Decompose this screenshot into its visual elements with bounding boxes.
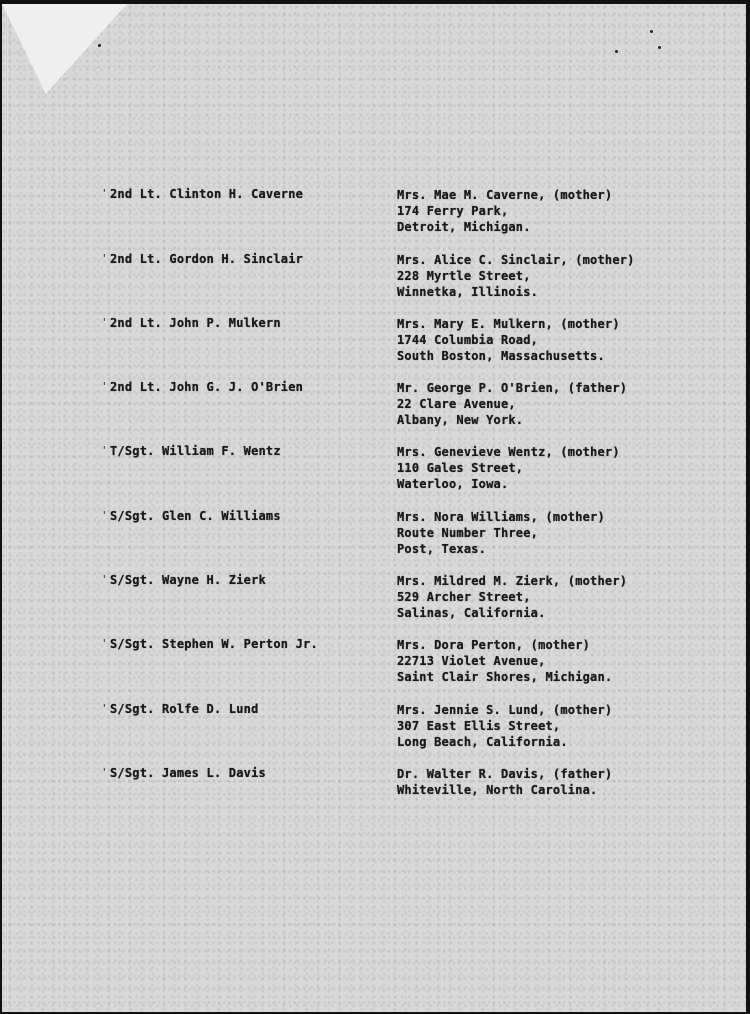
serviceman-name: 2nd Lt. Gordon H. Sinclair [110, 252, 304, 266]
next-of-kin-address [397, 187, 612, 235]
serviceman-name: S/Sgt. James L. Davis [110, 766, 266, 780]
check-mark: ' [101, 766, 108, 779]
serviceman-name: S/Sgt. Wayne H. Zierk [110, 573, 266, 587]
check-mark: ' [101, 380, 108, 393]
kin-line: Long Beach, California. [397, 735, 568, 749]
check-mark: ' [101, 444, 108, 457]
kin-line: Mrs. Alice C. Sinclair, (mother) [397, 253, 635, 267]
serviceman-name: 2nd Lt. John P. Mulkern [110, 316, 281, 330]
check-mark: ' [101, 702, 108, 715]
next-of-kin-address [397, 444, 620, 492]
kin-line: 529 Archer Street, [397, 590, 531, 604]
folded-corner [2, 4, 127, 94]
next-of-kin-address [397, 573, 627, 621]
kin-line: Whiteville, North Carolina. [397, 783, 598, 797]
check-mark: ' [101, 187, 108, 200]
check-mark: ' [101, 252, 108, 265]
serviceman-name: S/Sgt. Rolfe D. Lund [110, 702, 259, 716]
kin-line: Mrs. Genevieve Wentz, (mother) [397, 445, 620, 459]
next-of-kin-address [397, 316, 620, 364]
kin-line: 174 Ferry Park, [397, 204, 509, 218]
check-mark: ' [101, 509, 108, 522]
check-mark: ' [101, 316, 108, 329]
serviceman-name: 2nd Lt. Clinton H. Caverne [110, 187, 304, 201]
kin-line: 307 East Ellis Street, [397, 719, 561, 733]
scan-speck [98, 44, 101, 47]
kin-line: 22713 Violet Avenue, [397, 654, 546, 668]
scan-speck [650, 30, 653, 33]
kin-line: Mrs. Nora Williams, (mother) [397, 510, 605, 524]
kin-line: Winnetka, Illinois. [397, 285, 539, 299]
kin-line: Detroit, Michigan. [397, 220, 531, 234]
document-page [2, 4, 746, 1012]
kin-line: Waterloo, Iowa. [397, 477, 509, 491]
serviceman-name: S/Sgt. Glen C. Williams [110, 509, 281, 523]
kin-line: Salinas, California. [397, 606, 546, 620]
kin-line: Mrs. Mae M. Caverne, (mother) [397, 188, 613, 202]
kin-line: Route Number Three, [397, 526, 539, 540]
kin-line: Mr. George P. O'Brien, (father) [397, 381, 628, 395]
kin-line: 228 Myrtle Street, [397, 269, 531, 283]
next-of-kin-address [397, 637, 612, 685]
check-mark: ' [101, 573, 108, 586]
next-of-kin-address [397, 766, 612, 798]
next-of-kin-address [397, 509, 605, 557]
kin-line: Albany, New York. [397, 413, 524, 427]
kin-line: South Boston, Massachusetts. [397, 349, 605, 363]
kin-line: Mrs. Dora Perton, (mother) [397, 638, 591, 652]
check-mark: ' [101, 637, 108, 650]
kin-line: Mrs. Mary E. Mulkern, (mother) [397, 317, 620, 331]
scan-speck [615, 50, 618, 53]
next-of-kin-address [397, 702, 612, 750]
kin-line: Dr. Walter R. Davis, (father) [397, 767, 613, 781]
kin-line: Mrs. Jennie S. Lund, (mother) [397, 703, 613, 717]
serviceman-name: 2nd Lt. John G. J. O'Brien [110, 380, 304, 394]
kin-line: 110 Gales Street, [397, 461, 524, 475]
serviceman-name: T/Sgt. William F. Wentz [110, 444, 281, 458]
next-of-kin-address [397, 252, 635, 300]
next-of-kin-address [397, 380, 627, 428]
kin-line: Saint Clair Shores, Michigan. [397, 670, 613, 684]
serviceman-name: S/Sgt. Stephen W. Perton Jr. [110, 637, 318, 651]
kin-line: 1744 Columbia Road, [397, 333, 539, 347]
kin-line: Mrs. Mildred M. Zierk, (mother) [397, 574, 628, 588]
kin-line: 22 Clare Avenue, [397, 397, 516, 411]
kin-line: Post, Texas. [397, 542, 487, 556]
scan-speck [658, 46, 661, 49]
